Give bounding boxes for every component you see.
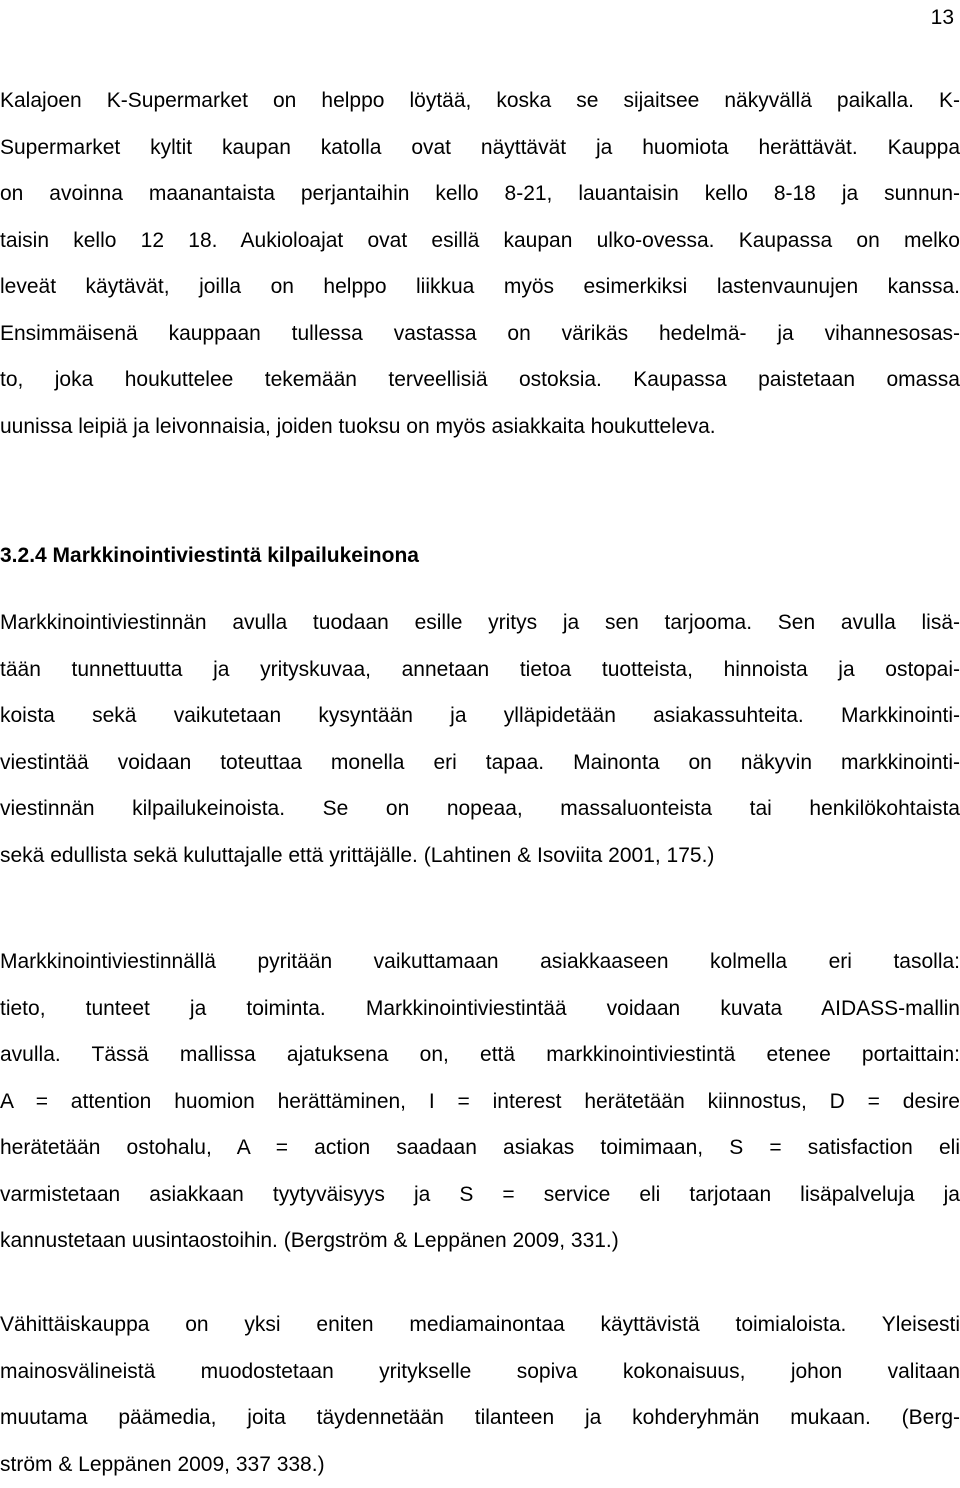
section-heading: 3.2.4 Markkinointiviestintä kilpailukeinona (0, 536, 419, 576)
text-line: tään tunnettuutta ja yrityskuvaa, annetaan tietoa tuotteista, hinnoista ja ostopai- (0, 647, 960, 694)
text-line: taisin kello 12 18. Aukioloajat ovat esillä kaupan ulko-ovessa. Kaupassa on melko (0, 218, 960, 265)
text-line: koista sekä vaikutetaan kysyntään ja ylläpidetään asiakassuhteita. Markkinointi- (0, 693, 960, 740)
page-number: 13 (931, 6, 954, 30)
text-line: viestintää voidaan toteuttaa monella eri tapaa. Mainonta on näkyvin markkinointi- (0, 740, 960, 787)
text-line: Ensimmäisenä kauppaan tullessa vastassa on värikäs hedelmä- ja vihannesosas- (0, 311, 960, 358)
text-line: varmistetaan asiakkaan tyytyväisyys ja S = service eli tarjotaan lisäpalveluja ja (0, 1172, 960, 1219)
paragraph-store-description (0, 78, 960, 450)
text-line: Kalajoen K-Supermarket on helppo löytää, koska se sijaitsee näkyvällä paikalla. K- (0, 78, 960, 125)
text-line: Markkinointiviestinnän avulla tuodaan esille yritys ja sen tarjooma. Sen avulla lisä- (0, 600, 960, 647)
text-line: sekä edullista sekä kuluttajalle että yrittäjälle. (Lahtinen & Isoviita 2001, 175.) (0, 833, 960, 880)
text-line: avulla. Tässä mallissa ajatuksena on, että markkinointiviestintä etenee portaittain: (0, 1032, 960, 1079)
text-line: Markkinointiviestinnällä pyritään vaikuttamaan asiakkaaseen kolmella eri tasolla: (0, 939, 960, 986)
text-line: leveät käytävät, joilla on helppo liikkua myös esimerkiksi lastenvaunujen kanssa. (0, 264, 960, 311)
text-line: muutama päämedia, joita täydennetään tilanteen ja kohderyhmän mukaan. (Berg- (0, 1395, 960, 1442)
text-line: uunissa leipiä ja leivonnaisia, joiden tuoksu on myös asiakkaita houkutteleva. (0, 404, 960, 451)
text-line: tieto, tunteet ja toiminta. Markkinointiviestintää voidaan kuvata AIDASS-mallin (0, 986, 960, 1033)
text-line: mainosvälineistä muodostetaan yritykselle sopiva kokonaisuus, johon valitaan (0, 1349, 960, 1396)
text-line: A = attention huomion herättäminen, I = interest herätetään kiinnostus, D = desire (0, 1079, 960, 1126)
text-line: kannustetaan uusintaostoihin. (Bergström & Leppänen 2009, 331.) (0, 1218, 960, 1265)
text-line: Supermarket kyltit kaupan katolla ovat näyttävät ja huomiota herättävät. Kauppa (0, 125, 960, 172)
text-line: viestinnän kilpailukeinoista. Se on nopeaa, massaluonteista tai henkilökohtaista (0, 786, 960, 833)
paragraph-retail-advertising (0, 1302, 960, 1488)
text-line: Vähittäiskauppa on yksi eniten mediamainontaa käyttävistä toimialoista. Yleisesti (0, 1302, 960, 1349)
text-line: on avoinna maanantaista perjantaihin kello 8-21, lauantaisin kello 8-18 ja sunnun- (0, 171, 960, 218)
paragraph-aidass-model (0, 939, 960, 1265)
text-line: herätetään ostohalu, A = action saadaan asiakas toimimaan, S = satisfaction eli (0, 1125, 960, 1172)
paragraph-marketing-communication (0, 600, 960, 879)
text-line: ström & Leppänen 2009, 337 338.) (0, 1442, 960, 1488)
text-line: to, joka houkuttelee tekemään terveellisiä ostoksia. Kaupassa paistetaan omassa (0, 357, 960, 404)
